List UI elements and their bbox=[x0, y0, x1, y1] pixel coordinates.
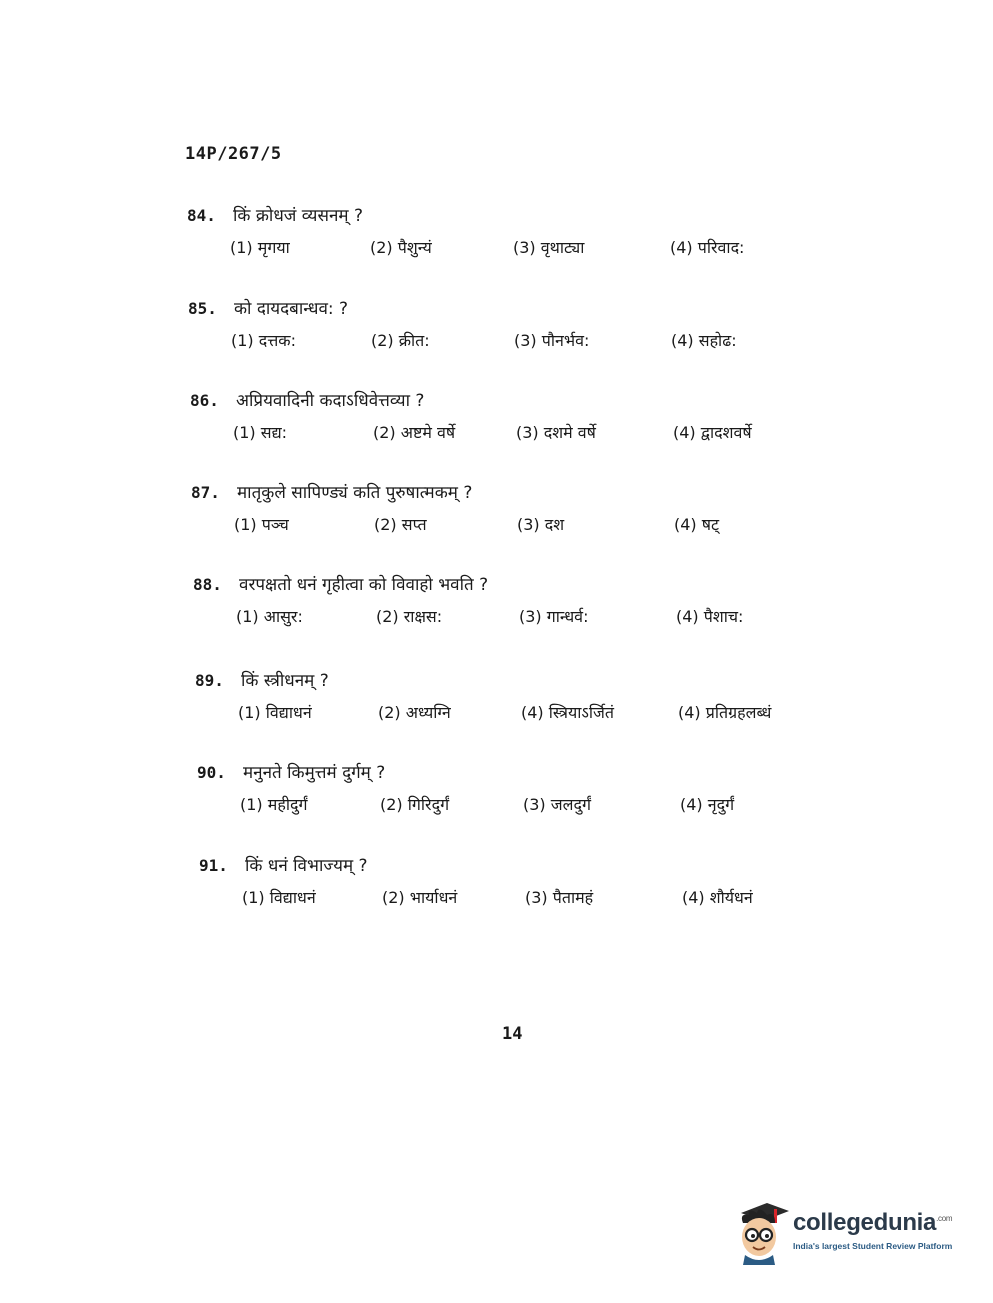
option-4: (4) द्वादशवर्षे bbox=[673, 423, 752, 442]
question-number: 90. bbox=[197, 763, 226, 782]
options-list bbox=[240, 793, 817, 817]
option-3: (4) स्त्रियाऽर्जितं bbox=[521, 703, 614, 722]
options-list bbox=[230, 236, 807, 260]
options-list bbox=[234, 513, 811, 537]
option-1: (1) महीदुर्गं bbox=[240, 795, 308, 814]
option-2: (2) अध्यग्नि bbox=[378, 703, 451, 722]
brand-text: collegedunia bbox=[793, 1209, 937, 1236]
question-number: 89. bbox=[195, 671, 224, 690]
question-84 bbox=[187, 203, 807, 260]
question-text: मातृकुले सापिण्ड्यं कति पुरुषात्मकम् ? bbox=[237, 483, 473, 503]
option-3: (3) गान्धर्व: bbox=[519, 607, 589, 626]
question-number: 87. bbox=[191, 483, 220, 502]
options-list bbox=[238, 701, 815, 725]
question-text: अप्रियवादिनी कदाऽधिवेत्तव्या ? bbox=[236, 391, 425, 411]
option-1: (1) दत्तक: bbox=[231, 331, 296, 350]
question-number: 85. bbox=[188, 299, 217, 318]
question-89 bbox=[195, 668, 815, 725]
option-1: (1) मृगया bbox=[230, 238, 290, 257]
option-3: (3) दश bbox=[517, 515, 565, 534]
option-4: (4) पैशाच: bbox=[676, 607, 744, 626]
brand-name bbox=[793, 1209, 952, 1237]
question-85 bbox=[188, 296, 808, 353]
option-4: (4) षट् bbox=[674, 515, 720, 534]
option-1: (1) विद्याधनं bbox=[242, 888, 316, 907]
mascot-icon bbox=[733, 1195, 793, 1265]
option-4: (4) शौर्यधनं bbox=[682, 888, 753, 907]
question-90 bbox=[197, 760, 817, 817]
option-1: (1) विद्याधनं bbox=[238, 703, 312, 722]
option-1: (1) आसुर: bbox=[236, 607, 303, 626]
option-4: (4) प्रतिग्रहलब्धं bbox=[678, 703, 772, 722]
question-text: मनुनते किमुत्तमं दुर्गम् ? bbox=[243, 763, 386, 783]
option-4: (4) सहोढ: bbox=[671, 331, 737, 350]
option-3: (3) पौनर्भव: bbox=[514, 331, 590, 350]
option-4: (4) नृदुर्गं bbox=[680, 795, 735, 814]
options-list bbox=[236, 605, 813, 629]
option-3: (3) दशमे वर्षे bbox=[516, 423, 596, 442]
option-2: (2) सप्त bbox=[374, 515, 427, 534]
question-91 bbox=[199, 853, 819, 910]
page-number: 14 bbox=[502, 1024, 523, 1044]
question-87 bbox=[191, 480, 811, 537]
option-2: (2) क्रीत: bbox=[371, 331, 430, 350]
question-86 bbox=[190, 388, 810, 445]
options-list bbox=[231, 329, 808, 353]
option-1: (1) सद्य: bbox=[233, 423, 288, 442]
option-3: (3) जलदुर्गं bbox=[523, 795, 591, 814]
option-2: (2) राक्षस: bbox=[376, 607, 443, 626]
option-1: (1) पञ्च bbox=[234, 515, 289, 534]
question-number: 91. bbox=[199, 856, 228, 875]
brand-tagline: India's largest Student Review Platform bbox=[793, 1241, 953, 1251]
question-88 bbox=[193, 572, 813, 629]
option-2: (2) भार्याधनं bbox=[382, 888, 458, 907]
option-2: (2) गिरिदुर्गं bbox=[380, 795, 450, 814]
option-3: (3) पैतामहं bbox=[525, 888, 594, 907]
collegedunia-logo bbox=[733, 1195, 963, 1265]
question-text: किं स्त्रीधनम् ? bbox=[241, 671, 329, 691]
question-text: किं क्रोधजं व्यसनम् ? bbox=[233, 206, 363, 226]
question-number: 88. bbox=[193, 575, 222, 594]
brand-suffix: .com bbox=[936, 1214, 953, 1223]
option-2: (2) पैशुन्यं bbox=[370, 238, 432, 257]
question-number: 86. bbox=[190, 391, 219, 410]
question-text: को दायदबान्धव: ? bbox=[234, 299, 349, 319]
option-2: (2) अष्टमे वर्षे bbox=[373, 423, 456, 442]
question-text: वरपक्षतो धनं गृहीत्वा को विवाहो भवति ? bbox=[239, 575, 489, 595]
question-text: किं धनं विभाज्यम् ? bbox=[245, 856, 368, 876]
option-4: (4) परिवाद: bbox=[670, 238, 745, 257]
paper-code: 14P/267/5 bbox=[185, 144, 282, 164]
option-3: (3) वृथाट्या bbox=[513, 238, 585, 257]
question-number: 84. bbox=[187, 206, 216, 225]
options-list bbox=[242, 886, 819, 910]
options-list bbox=[233, 421, 810, 445]
